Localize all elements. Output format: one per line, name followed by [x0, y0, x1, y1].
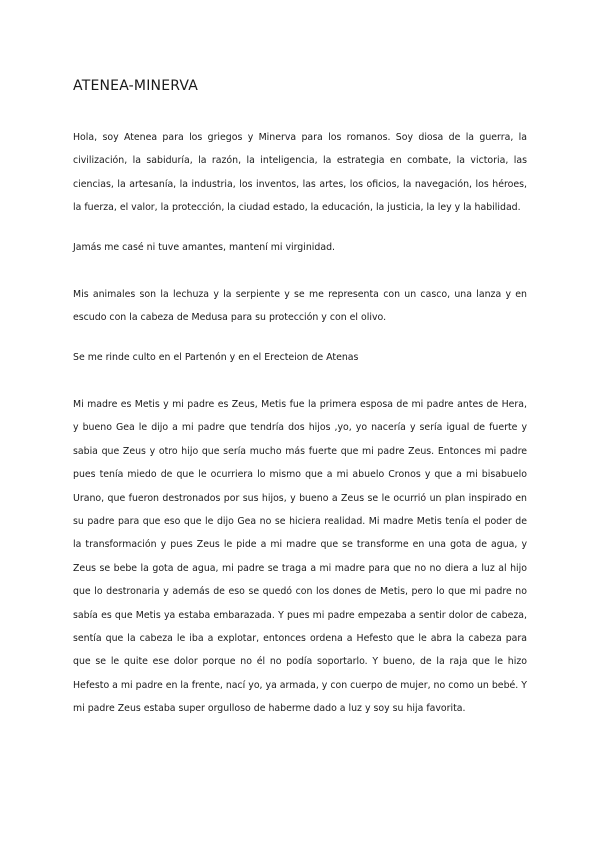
paragraph-intro: Hola, soy Atenea para los griegos y Minerva para los romanos. Soy diosa de la guerra, la civilización, la sabiduría, la razón, la inteligencia, la estrategia en combate, la victoria, las ciencias, la artesanía, la industria, los inventos, las artes, los oficios, la navegación, los héroes, la fuerza, el valor, la protección, la ciudad estado, la educación, la justicia, la ley y la habilidad.	[73, 132, 527, 214]
paragraph-virginity: Jamás me casé ni tuve amantes, mantení mi virginidad.	[73, 242, 336, 253]
paragraph-worship: Se me rinde culto en el Partenón y en el Erecteion de Atenas	[73, 352, 359, 363]
page-title: ATENEA-MINERVA	[73, 78, 199, 94]
paragraph-birth-story: Mi madre es Metis y mi padre es Zeus, Metis fue la primera esposa de mi padre antes de Hera, y bueno Gea le dijo a mi padre que tendría dos hijos ,yo, yo nacería y sería igual de fuerte y sabia que Zeus y otro hijo que sería mucho más fuerte que mi padre Zeus. Entonces mi padre pues tenía miedo de que le ocurriera lo mismo que a mi abuelo Cronos y que a mi bisabuelo Urano, que fueron destronados por sus hijos, y bueno a Zeus se le ocurrió un plan inspirado en su padre para que eso que le dijo Gea no se hiciera realidad. Mi madre Metis tenía el poder de la transformación y pues Zeus le pide a mi madre que se transforme en una gota de agua, y Zeus se bebe la gota de agua, mi padre se traga a mi madre para que no no diera a luz al hijo que lo destronaria y además de eso se quedó con los dones de Metis, pero lo que mi padre no sabía es que Metis ya estaba embarazada. Y pues mi padre empezaba a sentir dolor de cabeza, sentía que la cabeza le iba a explotar, entonces ordena a Hefesto que le abra la cabeza para que se le quite ese dolor porque no él no podía soportarlo. Y bueno, de la raja que le hizo Hefesto a mi padre en la frente, nací yo, ya armada, y con cuerpo de mujer, no como un bebé. Y mi padre Zeus estaba super orgulloso de haberme dado a luz y soy su hija favorita.	[73, 399, 527, 715]
paragraph-symbols: Mis animales son la lechuza y la serpiente y se me representa con un casco, una lanza y en escudo con la cabeza de Medusa para su protección y con el olivo.	[73, 289, 527, 324]
